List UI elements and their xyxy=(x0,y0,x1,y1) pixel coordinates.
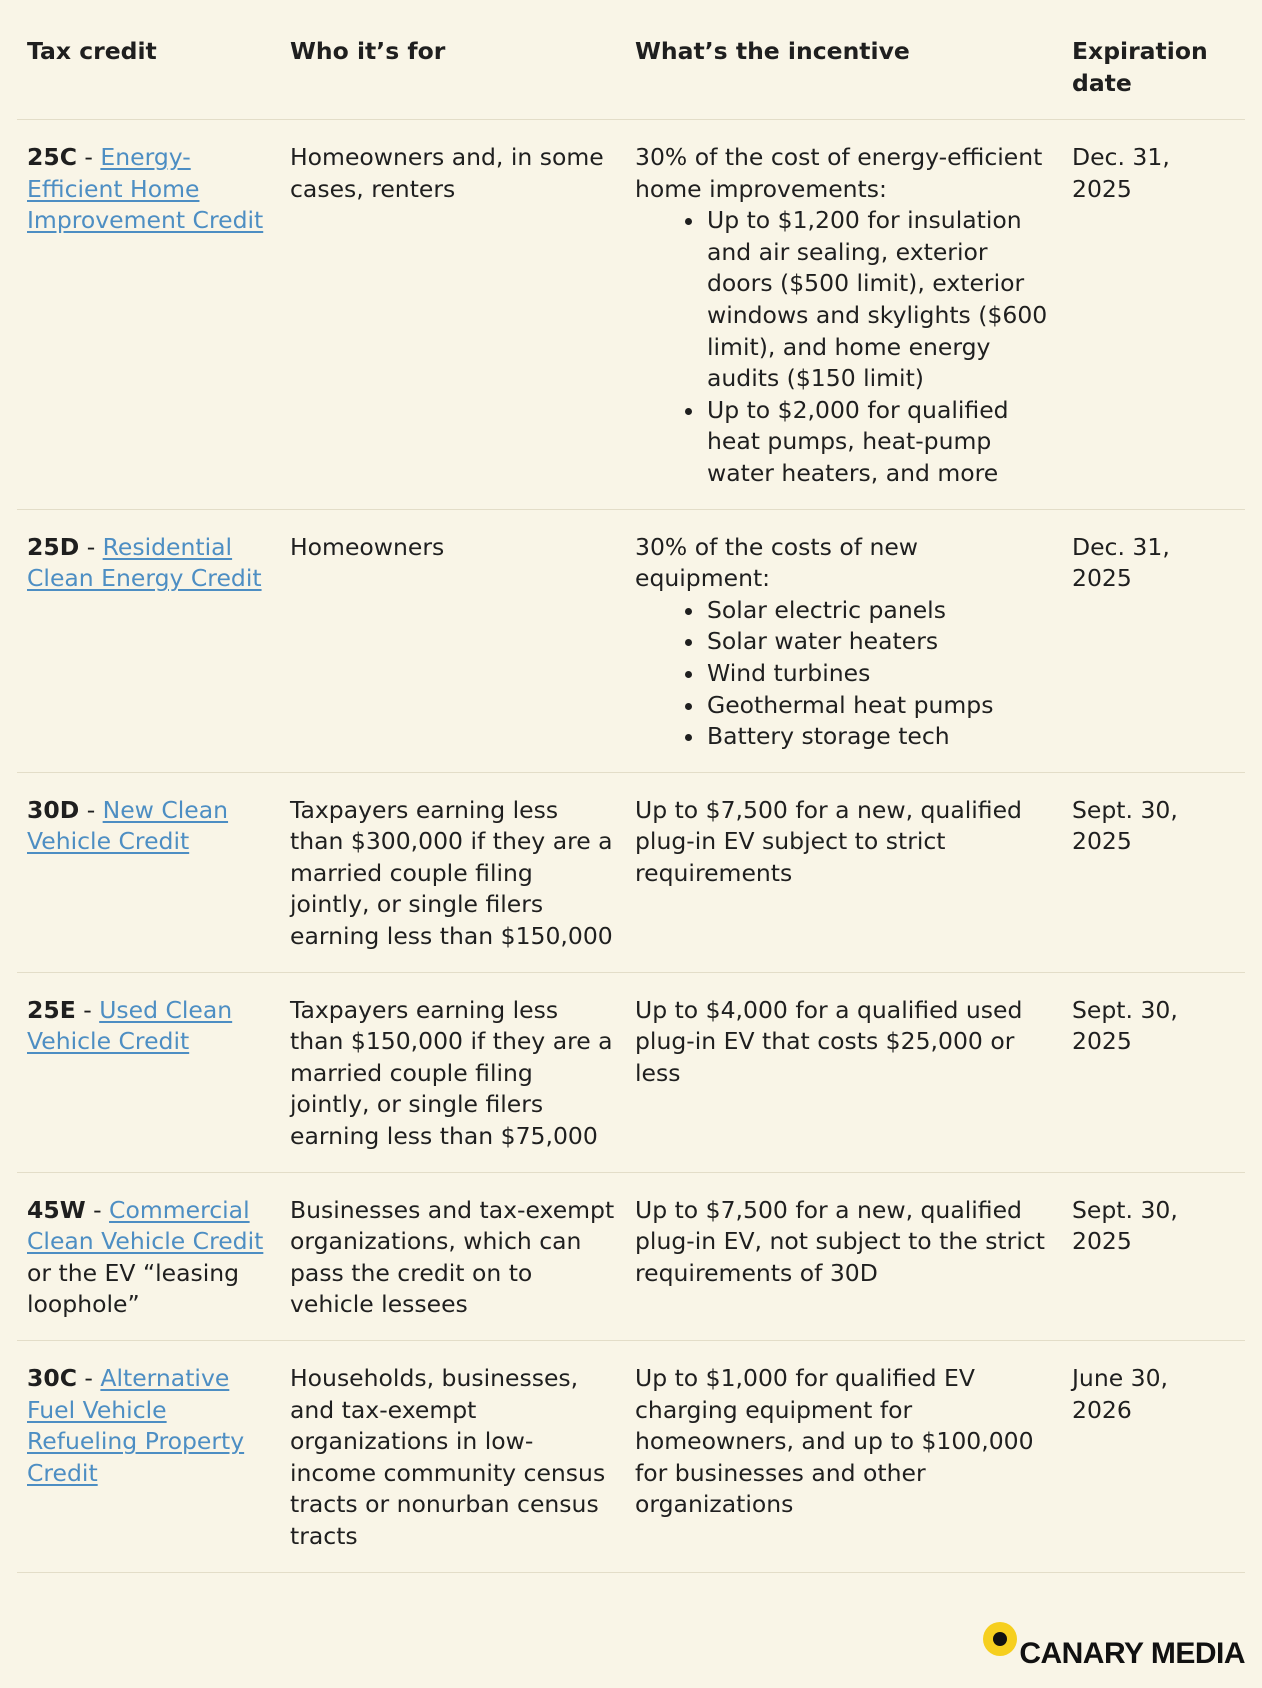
table-row xyxy=(17,972,1245,1172)
tax-credit-cell xyxy=(17,120,280,510)
credit-suffix: or the EV “leasing loophole” xyxy=(27,1258,240,1319)
expiration-cell: Dec. 31, 2025 xyxy=(1062,120,1245,510)
credit-link[interactable]: Alternative Fuel Vehicle Refueling Property Credit xyxy=(27,1364,245,1487)
expiration-cell: Sept. 30, 2025 xyxy=(1062,1172,1245,1340)
incentive-list xyxy=(635,205,1058,489)
list-item: Up to $1,200 for insulation and air sealing, exterior doors ($500 limit), exterior windows and skylights ($600 limit), and home energy audits ($150 limit) xyxy=(707,205,1058,395)
tax-credit-cell xyxy=(17,1341,280,1573)
credit-code: 25E xyxy=(27,995,76,1024)
header-row xyxy=(17,0,1245,120)
table-row xyxy=(17,509,1245,772)
who-cell: Homeowners and, in some cases, renters xyxy=(280,120,625,510)
credit-code: 45W xyxy=(27,1195,86,1224)
incentive-text: Up to $4,000 for a qualified used plug-in EV that costs $25,000 or less xyxy=(635,995,1023,1087)
incentive-text: Up to $7,500 for a new, qualified plug-in EV subject to strict requirements xyxy=(635,795,1022,887)
table-row xyxy=(17,1172,1245,1340)
list-item: Up to $2,000 for qualified heat pumps, heat-pump water heaters, and more xyxy=(707,395,1058,490)
incentive-list xyxy=(635,595,1058,753)
header-tax-credit: Tax credit xyxy=(17,0,280,120)
who-cell: Taxpayers earning less than $150,000 if they are a married couple filing jointly, or single filers earning less than $75,000 xyxy=(280,972,625,1172)
credit-link[interactable]: Residential Clean Energy Credit xyxy=(27,532,262,593)
incentive-text: Up to $7,500 for a new, qualified plug-in EV, not subject to the strict requirements of 30D xyxy=(635,1195,1045,1287)
who-cell: Homeowners xyxy=(280,509,625,772)
credit-separator: - xyxy=(76,1364,101,1392)
tax-credit-cell xyxy=(17,1172,280,1340)
incentive-cell xyxy=(625,1341,1062,1573)
tax-credit-cell xyxy=(17,772,280,972)
list-item: Battery storage tech xyxy=(707,721,1058,753)
tax-credit-cell xyxy=(17,509,280,772)
credit-code: 25C xyxy=(27,143,77,171)
brand-name: CANARY MEDIA xyxy=(1019,1637,1245,1670)
list-item: Geothermal heat pumps xyxy=(707,690,1058,722)
incentive-text: 30% of the costs of new equipment: xyxy=(635,532,919,593)
incentive-text: Up to $1,000 for qualified EV charging equipment for homeowners, and up to $100,000 for businesses and other organizations xyxy=(635,1364,1034,1519)
credit-separator: - xyxy=(75,995,100,1024)
incentive-cell xyxy=(625,772,1062,972)
incentive-cell xyxy=(625,1172,1062,1340)
who-cell: Businesses and tax-exempt organizations, which can pass the credit on to vehicle lessees xyxy=(280,1172,625,1340)
expiration-cell: June 30, 2026 xyxy=(1062,1341,1245,1573)
incentive-cell xyxy=(625,120,1062,510)
who-cell: Households, businesses, and tax-exempt organizations in low-income community census tracts or nonurban census tracts xyxy=(280,1341,625,1573)
incentive-cell xyxy=(625,509,1062,772)
credit-link[interactable]: Commercial Clean Vehicle Credit xyxy=(27,1195,264,1256)
credit-link[interactable]: Used Clean Vehicle Credit xyxy=(27,995,233,1056)
credit-separator: - xyxy=(79,795,103,824)
credit-separator: - xyxy=(76,143,101,171)
table-row xyxy=(17,120,1245,510)
who-cell: Taxpayers earning less than $300,000 if they are a married couple filing jointly, or single filers earning less than $150,000 xyxy=(280,772,625,972)
list-item: Solar water heaters xyxy=(707,626,1058,658)
credit-separator: - xyxy=(79,532,103,561)
canary-media-logo xyxy=(983,1620,1245,1670)
credit-link[interactable]: Energy-Efficient Home Improvement Credit xyxy=(27,143,264,235)
credit-link[interactable]: New Clean Vehicle Credit xyxy=(27,795,229,856)
header-who: Who it’s for xyxy=(280,0,625,120)
credit-code: 30D xyxy=(27,795,80,824)
incentive-text: 30% of the cost of energy-efficient home improvements: xyxy=(635,143,1043,203)
list-item: Wind turbines xyxy=(707,658,1058,690)
expiration-cell: Dec. 31, 2025 xyxy=(1062,509,1245,772)
expiration-cell: Sept. 30, 2025 xyxy=(1062,772,1245,972)
credit-separator: - xyxy=(85,1195,110,1224)
credit-code: 25D xyxy=(27,532,80,561)
tax-credit-table xyxy=(17,0,1245,1573)
expiration-cell: Sept. 30, 2025 xyxy=(1062,972,1245,1172)
table-row xyxy=(17,772,1245,972)
tax-credit-cell xyxy=(17,972,280,1172)
header-expiration: Expiration date xyxy=(1062,0,1245,120)
incentive-cell xyxy=(625,972,1062,1172)
canary-dot-logo-icon xyxy=(983,1622,1017,1656)
credit-code: 30C xyxy=(27,1364,77,1392)
list-item: Solar electric panels xyxy=(707,595,1058,627)
table-row xyxy=(17,1341,1245,1573)
header-incentive: What’s the incentive xyxy=(625,0,1062,120)
